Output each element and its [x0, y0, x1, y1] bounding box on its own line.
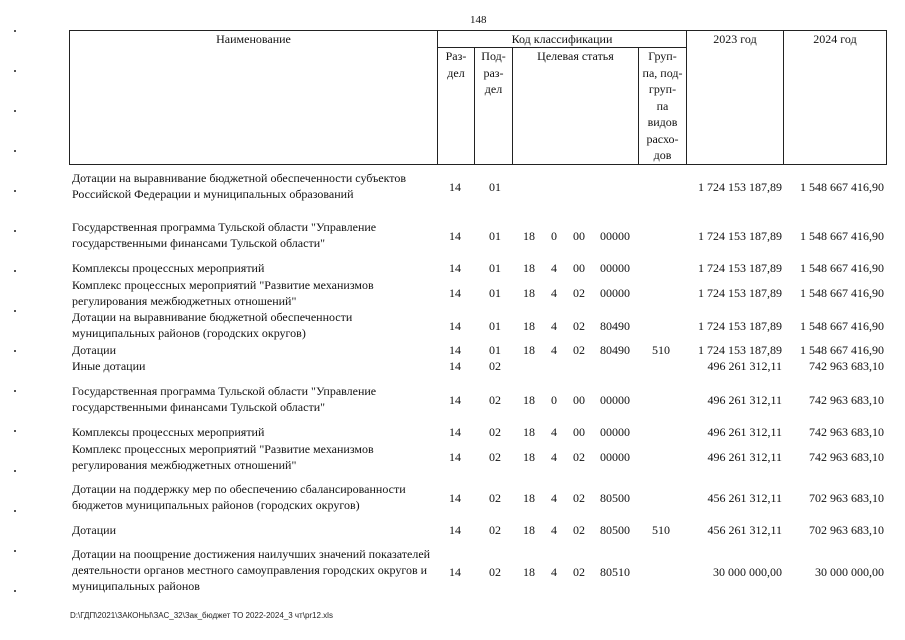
row-2024: 1 548 667 416,90: [800, 286, 884, 300]
row-name: Дотации на выравнивание бюджетной обеспеченности муниципальных районов (городских округов): [72, 310, 353, 340]
row-2023: 496 261 312,11: [707, 393, 782, 407]
row-name: Дотации на выравнивание бюджетной обеспеченности субъектов Российской Федерации и муниципальных образований: [72, 171, 407, 201]
table-row: [0, 383, 905, 415]
row-group: 510: [652, 523, 670, 537]
row-podrazdel: 01: [489, 319, 501, 333]
table-row: [0, 424, 905, 440]
row-code: 80490: [600, 343, 630, 357]
row-razdel: 14: [449, 393, 461, 407]
header-podrazdel: Под- раз- дел: [475, 48, 513, 165]
row-podrazdel: 02: [489, 450, 501, 464]
row-direction: 02: [573, 491, 585, 505]
table-row: [0, 342, 905, 358]
row-direction: 02: [573, 565, 585, 579]
header-2024: 2024 год: [784, 31, 887, 165]
row-2023: 1 724 153 187,89: [698, 343, 782, 357]
row-group: 510: [652, 343, 670, 357]
row-razdel: 14: [449, 425, 461, 439]
row-direction: 02: [573, 319, 585, 333]
row-2023: 1 724 153 187,89: [698, 319, 782, 333]
row-2023: 496 261 312,11: [707, 425, 782, 439]
row-2023: 1 724 153 187,89: [698, 180, 782, 194]
row-name: Комплексы процессных мероприятий: [72, 425, 265, 439]
header-2023: 2023 год: [687, 31, 784, 165]
row-name: Дотации на поощрение достижения наилучших значений показателей деятельности органов местного самоуправления городских округов и муниципальных районов: [72, 547, 431, 593]
row-name: Дотации: [72, 523, 117, 537]
row-code: 00000: [600, 229, 630, 243]
row-program: 18: [523, 261, 535, 275]
row-name: Комплексы процессных мероприятий: [72, 261, 265, 275]
row-2024: 1 548 667 416,90: [800, 261, 884, 275]
row-razdel: 14: [449, 523, 461, 537]
table-row: [0, 546, 905, 594]
row-subprogram: 4: [551, 450, 557, 464]
row-program: 18: [523, 343, 535, 357]
row-subprogram: 4: [551, 565, 557, 579]
row-direction: 02: [573, 450, 585, 464]
row-razdel: 14: [449, 343, 461, 357]
row-podrazdel: 01: [489, 261, 501, 275]
row-2024: 30 000 000,00: [815, 565, 884, 579]
row-program: 18: [523, 319, 535, 333]
row-podrazdel: 02: [489, 523, 501, 537]
row-2023: 496 261 312,11: [707, 359, 782, 373]
row-program: 18: [523, 523, 535, 537]
row-podrazdel: 02: [489, 565, 501, 579]
row-name: Комплекс процессных мероприятий "Развитие механизмов регулирования межбюджетных отношений": [72, 442, 374, 472]
row-subprogram: 4: [551, 425, 557, 439]
row-2023: 30 000 000,00: [713, 565, 782, 579]
row-code: 80510: [600, 565, 630, 579]
row-podrazdel: 02: [489, 359, 501, 373]
row-program: 18: [523, 229, 535, 243]
page-number: 148: [470, 14, 487, 26]
row-podrazdel: 01: [489, 343, 501, 357]
row-2023: 456 261 312,11: [707, 523, 782, 537]
row-program: 18: [523, 491, 535, 505]
header-razdel: Раз- дел: [438, 48, 475, 165]
table-row: [0, 522, 905, 538]
row-2023: 1 724 153 187,89: [698, 286, 782, 300]
row-2024: 1 548 667 416,90: [800, 319, 884, 333]
row-podrazdel: 01: [489, 180, 501, 194]
row-2024: 702 963 683,10: [809, 523, 884, 537]
row-subprogram: 4: [551, 286, 557, 300]
table-row: [0, 481, 905, 513]
row-program: 18: [523, 425, 535, 439]
row-subprogram: 4: [551, 343, 557, 357]
row-razdel: 14: [449, 450, 461, 464]
table-row: [0, 441, 905, 473]
row-razdel: 14: [449, 180, 461, 194]
row-2024: 742 963 683,10: [809, 393, 884, 407]
row-podrazdel: 02: [489, 491, 501, 505]
row-direction: 02: [573, 286, 585, 300]
row-name: Дотации: [72, 343, 117, 357]
row-2023: 1 724 153 187,89: [698, 229, 782, 243]
row-code: 80500: [600, 523, 630, 537]
row-2024: 1 548 667 416,90: [800, 343, 884, 357]
row-name: Государственная программа Тульской области "Управление государственными финансами Тульской области": [72, 384, 377, 414]
row-name: Дотации на поддержку мер по обеспечению сбалансированности бюджетов муниципальных районов (городских округов): [72, 482, 406, 512]
row-razdel: 14: [449, 319, 461, 333]
row-razdel: 14: [449, 565, 461, 579]
row-name: Государственная программа Тульской области "Управление государственными финансами Тульской области": [72, 220, 377, 250]
row-code: 00000: [600, 286, 630, 300]
row-program: 18: [523, 393, 535, 407]
table-row: [0, 219, 905, 251]
row-code: 00000: [600, 393, 630, 407]
row-2024: 702 963 683,10: [809, 491, 884, 505]
row-code: 00000: [600, 450, 630, 464]
row-2024: 1 548 667 416,90: [800, 229, 884, 243]
row-subprogram: 4: [551, 491, 557, 505]
row-code: 80490: [600, 319, 630, 333]
table-row: [0, 277, 905, 309]
row-subprogram: 4: [551, 261, 557, 275]
row-name: Иные дотации: [72, 359, 146, 373]
row-code: 80500: [600, 491, 630, 505]
table-row: [0, 260, 905, 276]
header-target: Целевая статья: [513, 48, 639, 165]
row-program: 18: [523, 565, 535, 579]
row-direction: 00: [573, 393, 585, 407]
row-podrazdel: 02: [489, 393, 501, 407]
table-row: [0, 309, 905, 341]
row-name: Комплекс процессных мероприятий "Развитие механизмов регулирования межбюджетных отношений": [72, 278, 374, 308]
row-subprogram: 4: [551, 319, 557, 333]
row-2023: 1 724 153 187,89: [698, 261, 782, 275]
row-direction: 00: [573, 261, 585, 275]
table-row: [0, 170, 905, 202]
row-razdel: 14: [449, 286, 461, 300]
row-subprogram: 4: [551, 523, 557, 537]
row-2024: 1 548 667 416,90: [800, 180, 884, 194]
row-podrazdel: 02: [489, 425, 501, 439]
row-direction: 02: [573, 343, 585, 357]
row-direction: 02: [573, 523, 585, 537]
row-razdel: 14: [449, 491, 461, 505]
row-podrazdel: 01: [489, 229, 501, 243]
header-name: Наименование: [70, 31, 438, 165]
row-2024: 742 963 683,10: [809, 450, 884, 464]
header-code-group: Код классификации: [438, 31, 687, 48]
row-code: 00000: [600, 425, 630, 439]
row-subprogram: 0: [551, 229, 557, 243]
row-2023: 496 261 312,11: [707, 450, 782, 464]
row-2024: 742 963 683,10: [809, 425, 884, 439]
header-group: Груп- па, под- груп- па видов расхо- дов: [639, 48, 687, 165]
row-direction: 00: [573, 229, 585, 243]
footer-file-path: D:\ГДП\2021\ЗАКОНЫ\ЗАС_32\Зак_бюджет ТО 2022-2024_3 чт\pr12.xls: [70, 611, 333, 620]
table-row: [0, 358, 905, 374]
row-2024: 742 963 683,10: [809, 359, 884, 373]
row-direction: 00: [573, 425, 585, 439]
row-2023: 456 261 312,11: [707, 491, 782, 505]
row-code: 00000: [600, 261, 630, 275]
row-subprogram: 0: [551, 393, 557, 407]
row-razdel: 14: [449, 261, 461, 275]
row-program: 18: [523, 450, 535, 464]
row-razdel: 14: [449, 229, 461, 243]
row-razdel: 14: [449, 359, 461, 373]
row-program: 18: [523, 286, 535, 300]
row-podrazdel: 01: [489, 286, 501, 300]
